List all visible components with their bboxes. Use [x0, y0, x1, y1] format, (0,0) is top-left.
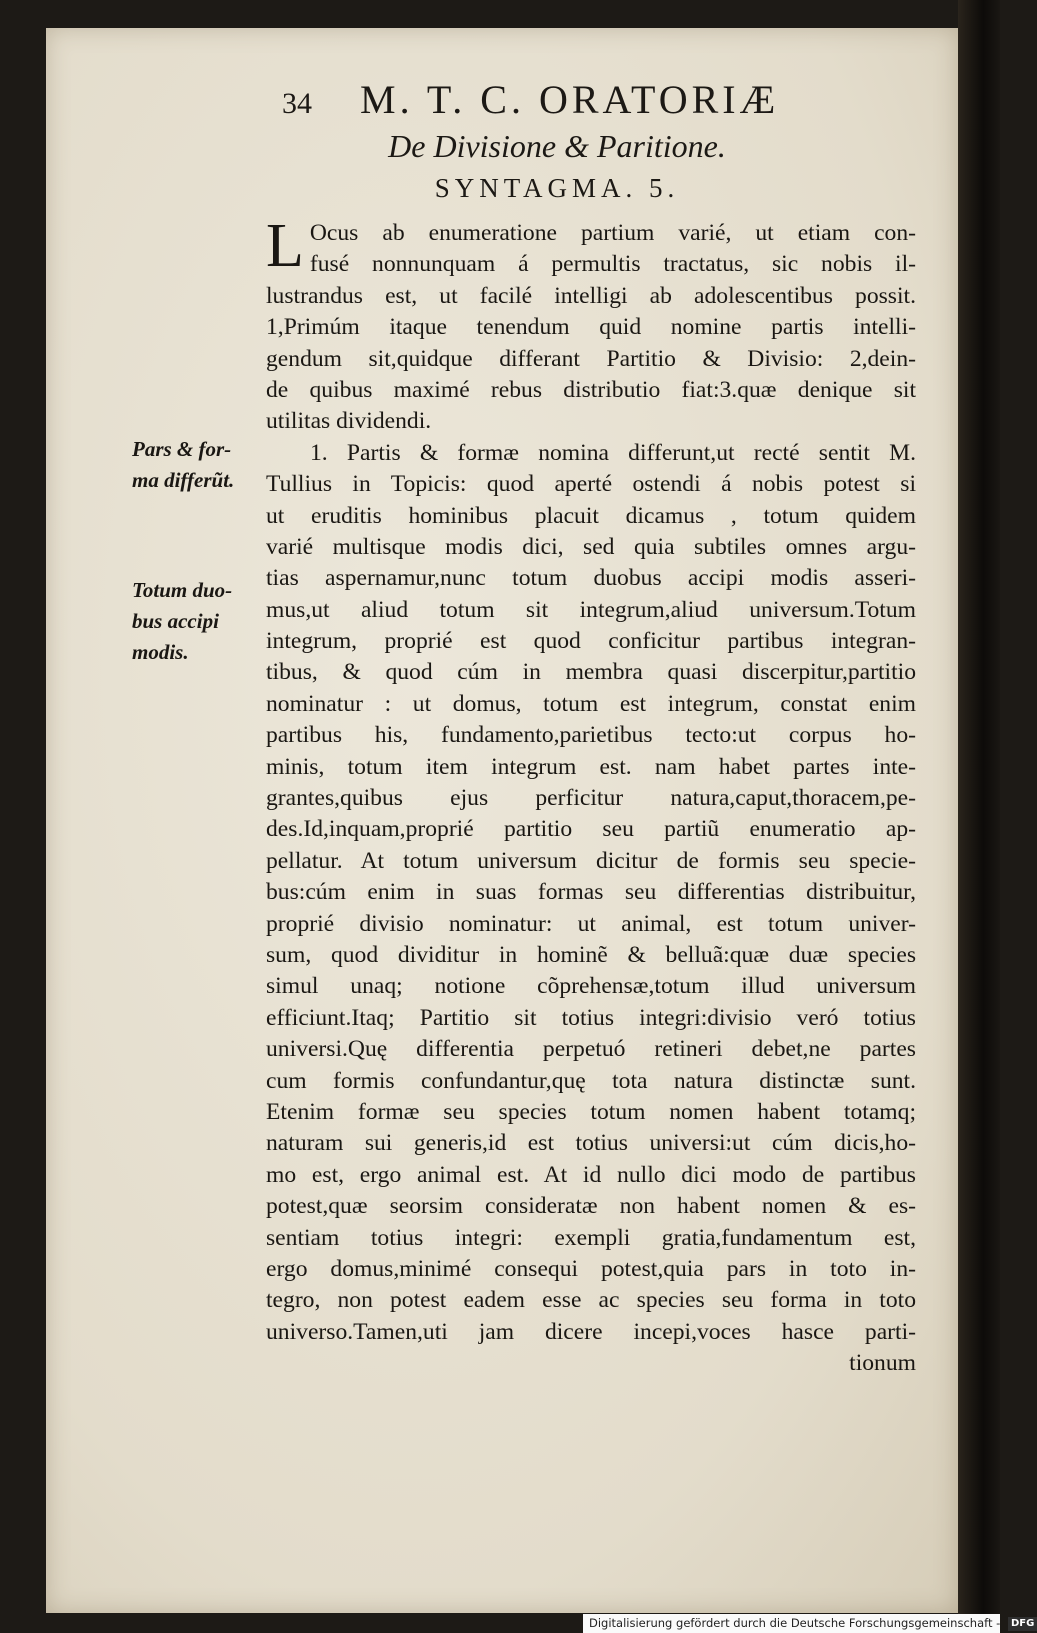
text-line: des.Id,inquam,proprié partitio seu partiũ enumeratio ap-: [266, 816, 916, 843]
drop-capital: L: [266, 212, 304, 280]
text-line: varié multisque modis dici, sed quia subtiles omnes argu-: [266, 533, 916, 560]
scan-border: [958, 0, 1000, 1633]
margin-note-line: Totum duo-: [132, 578, 233, 602]
text-line: tibus, & quod cúm in membra quasi discerpitur,partitio: [266, 659, 916, 686]
margin-note-line: modis.: [132, 640, 189, 664]
text-line: integrum, proprié est quod conficitur partibus integran-: [266, 628, 916, 655]
text-line: bus:cúm enim in suas formas seu differentias distribuitur,: [266, 879, 916, 906]
text-line: ergo domus,minimé consequi potest,quia pars in toto in-: [266, 1255, 916, 1282]
text-line: proprié divisio nominatur: ut animal, est totum univer-: [266, 910, 916, 937]
catchword: tionum: [849, 1350, 916, 1377]
book-page: [46, 28, 958, 1613]
text-line: efficiunt.Itaq; Partitio sit totius integri:divisio veró totius: [266, 1004, 916, 1031]
digitization-footer: [583, 1614, 1035, 1633]
margin-note-line: Pars & for-: [132, 437, 232, 461]
text-line: minis, totum item integrum est. nam habet partes inte-: [266, 753, 916, 780]
text-line: universo.Tamen,uti jam dicere incepi,voces hasce parti-: [266, 1318, 916, 1345]
footer-text: Digitalisierung gefördert durch die Deutsche Forschungsgemeinschaft -: [589, 1616, 1001, 1630]
text-line: sentiam totius integri: exempli gratia,fundamentum est,: [266, 1224, 916, 1251]
text-line: lustrandus est, ut facilé intelligi ab adolescentibus possit.: [266, 282, 916, 309]
text-line: Tullius in Topicis: quod aperté ostendi á nobis potest si: [266, 471, 916, 498]
margin-note-line: bus accipi: [132, 609, 219, 633]
body-text: [266, 212, 916, 1379]
text-line: cum formis confundantur,quę tota natura distinctæ sunt.: [266, 1067, 916, 1094]
text-line: de quibus maximé rebus distributio fiat:3.quæ denique sit: [266, 376, 916, 403]
running-title: M. T. C. ORATORIÆ: [360, 77, 780, 122]
text-line: grantes,quibus ejus perficitur natura,caput,thoracem,pe-: [266, 785, 916, 812]
text-line: partibus his, fundamento,parietibus tecto:ut corpus ho-: [266, 722, 916, 749]
text-line: universi.Quę differentia perpetuó retineri debet,ne partes: [266, 1036, 916, 1063]
text-line: 1,Primúm itaque tenendum quid nomine partis intelli-: [266, 314, 916, 341]
text-line: nominatur : ut domus, totum est integrum, constat enim: [266, 690, 916, 717]
text-line: simul unaq; notione cõprehensæ,totum illud universum: [266, 973, 916, 1000]
text-line: mus,ut aliud totum sit integrum,aliud universum.Totum: [266, 596, 916, 623]
text-line: ut eruditis hominibus placuit dicamus , totum quidem: [266, 502, 916, 529]
text-line: potest,quæ seorsim consideratæ non habent nomen & es-: [266, 1193, 916, 1220]
text-line: gendum sit,quidque differant Partitio & Divisio: 2,dein-: [266, 345, 916, 372]
text-line: tias aspernamur,nunc totum duobus accipi modis asseri-: [266, 565, 916, 592]
page-number: 34: [282, 87, 312, 120]
text-line: pellatur. At totum universum dicitur de formis seu specie-: [266, 847, 916, 874]
syntagma-heading: SYNTAGMA. 5.: [434, 173, 680, 203]
dfg-logo: DFG: [1008, 1617, 1037, 1631]
text-line: naturam sui generis,id est totius universi:ut cúm dicis,ho-: [266, 1130, 916, 1157]
text-line: Ocus ab enumeratione partium varié, ut etiam con-: [309, 220, 916, 246]
margin-note-totum: [132, 575, 282, 668]
text-line: mo est, ergo animal est. At id nullo dici modo de partibus: [266, 1161, 916, 1188]
text-line: Etenim formæ seu species totum nomen habent totamq;: [266, 1098, 916, 1125]
text-line: utilitas dividendi.: [266, 408, 432, 435]
margin-note-pars-forma: [132, 434, 282, 496]
margin-note-line: ma differũt.: [132, 468, 235, 492]
text-line: fusé nonnunquam á permultis tractatus, sic nobis il-: [309, 251, 916, 278]
section-title: De Divisione & Paritione.: [388, 128, 726, 164]
running-header: [282, 76, 882, 123]
text-line: 1. Partis & formæ nomina differunt,ut recté sentit M.: [310, 439, 916, 466]
text-line: tegro, non potest eadem esse ac species seu forma in toto: [266, 1287, 916, 1314]
text-line: sum, quod dividitur in hominẽ & belluã:quæ duæ species: [266, 941, 916, 968]
